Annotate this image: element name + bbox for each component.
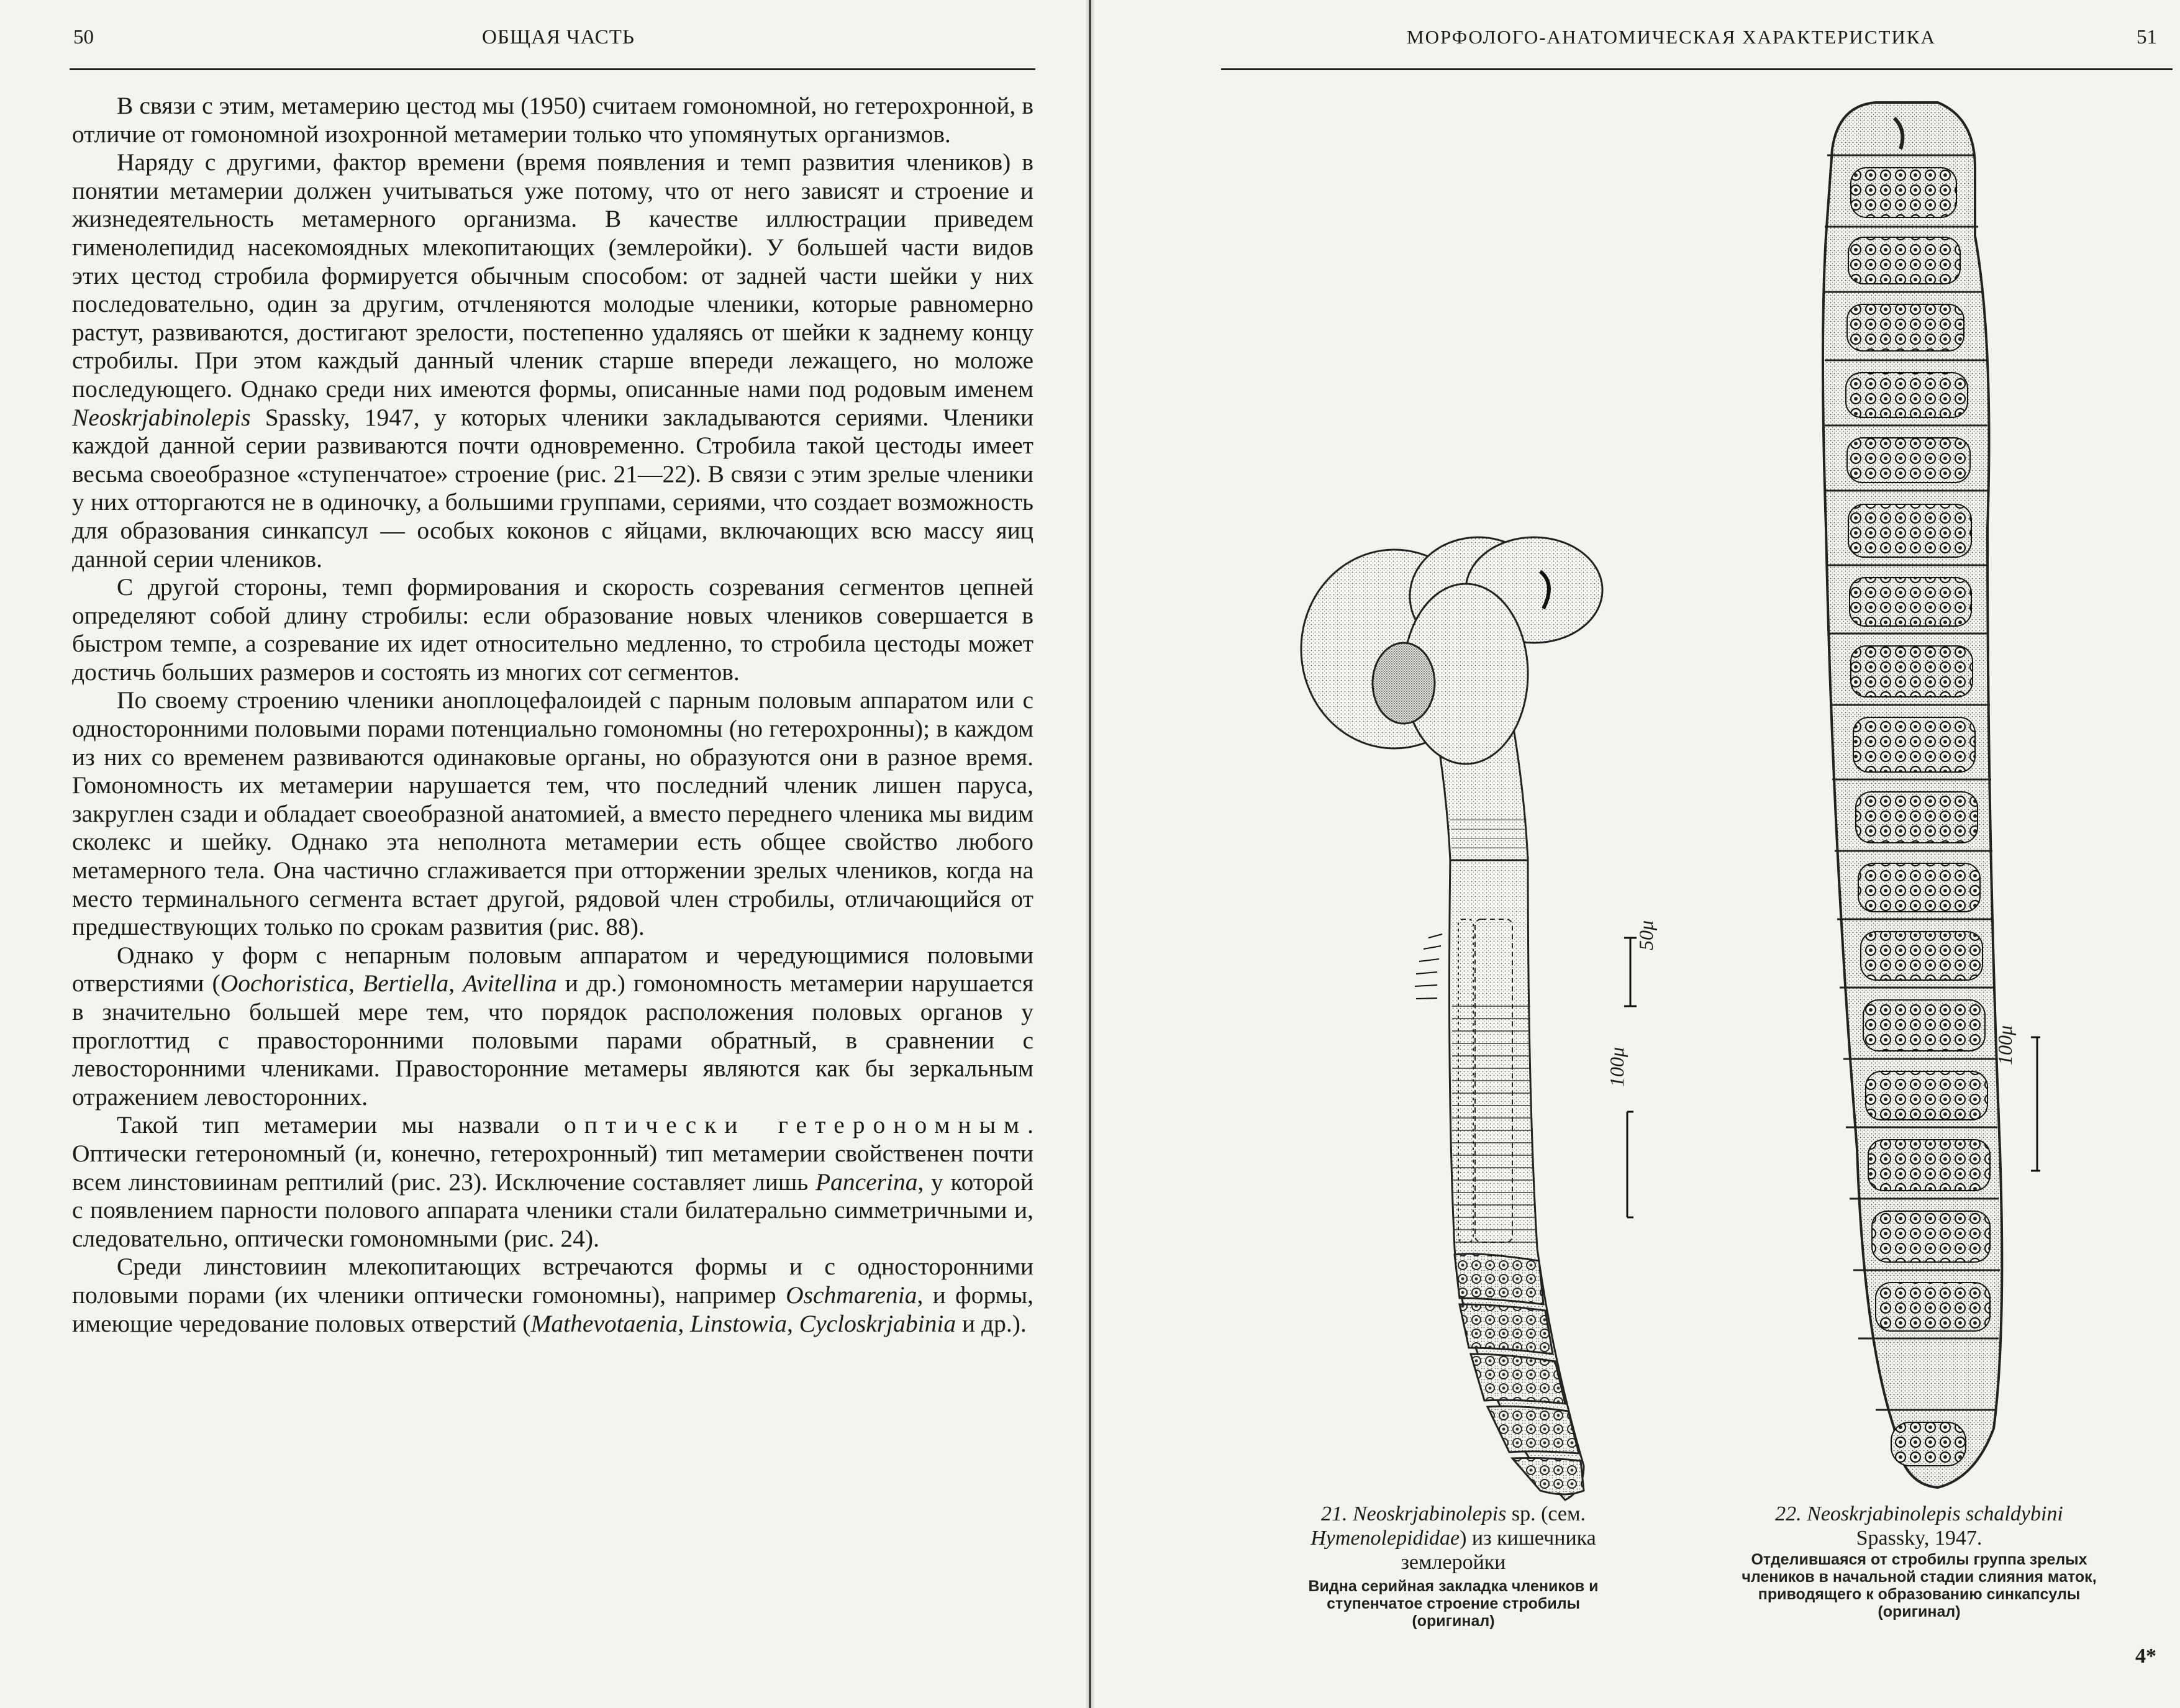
left-page-number: 50	[73, 26, 94, 48]
paragraph-1-text: В связи с этим, метамерию цестод мы (1950) считаем гомономной, но гетерохронной, в отличие от гомономной изохронной метамерии только что упомянутых организмов.	[72, 92, 1033, 148]
punctuation: ,	[448, 970, 463, 997]
paragraph-2	[72, 148, 1033, 573]
right-page-number: 51	[2137, 26, 2157, 48]
right-running-head: МОРФОЛОГО-АНАТОМИЧЕСКАЯ ХАРАКТЕРИСТИКА	[1407, 26, 1936, 48]
figure-22-note: Отделившаяся от стробилы группа зрелых члеников в начальной стадии слияния маток, приводящего к образованию синкапсулы (оригинал)	[1742, 1551, 2097, 1620]
left-running-head: ОБЩАЯ ЧАСТЬ	[482, 26, 635, 48]
figure-21-note: Видна серийная закладка члеников и ступенчатое строение стробилы (оригинал)	[1308, 1578, 1599, 1630]
paragraph-7-text-a: Среди линстовиин млекопитающих встречаются формы и с односторонними половыми порами (их членики оптически гомономны), например	[72, 1253, 1033, 1309]
paragraph-4-text: По своему строению членики аноплоцефалоидей с парным половым аппаратом или с односторонними половыми порами потенциально гомономны (но гетерохронны); в каждом из них со временем развиваются одинаковые органы, но образуются они в разное время. Гомономность их метамерии нарушается тем, что последний членик лишен паруса, закруглен сзади и обладает своеобразной анатомией, а вместо переднего членика мы видим сколекс и шейку. Однако эта неполнота метамерии есть общее свойство любого метамерного тела. Она частично сглаживается при отторжении зрелых члеников, когда на место терминального сегмента встает другой, рядовой член стробилы, отличающийся от предшествующих только по срокам развития (рис. 88).	[72, 686, 1033, 941]
figure-22-illustration	[1789, 93, 2112, 1503]
figure-number: 22.	[1775, 1502, 1802, 1525]
paragraph-4	[72, 686, 1033, 941]
paragraph-6-text-a: Такой тип метамерии мы назвали	[117, 1111, 564, 1139]
family-name: Hymenolepididae	[1310, 1527, 1460, 1550]
genus-name: Oochoristica	[220, 970, 348, 997]
figure-22-caption	[1720, 1502, 2118, 1550]
genus-name: Linstowia	[690, 1309, 787, 1337]
paragraph-2-text-a: Наряду с другими, фактор времени (время появления и темп развития члеников) в понятии метамерии должен учитываться уже потому, что от него зависят и строение и жизнедеятельность метамерного организма. В качестве иллюстрации приведем гименолепидид насекомоядных млекопитающих (землеройки). У большей части видов этих цестод стробила формируется обычным способом: от задней части шейки у них последовательно, один за другим, отчленяются молодые членики, которые равномерно растут, развиваются, достигают зрелости, постепенно удаляясь от шейки к заднему концу стробилы. При этом каждый данный членик старше впереди лежащего, но моложе последующего. Однако среди них имеются формы, описанные нами под родовым именем	[72, 148, 1033, 402]
caption-author: Spassky, 1947.	[1856, 1527, 1982, 1550]
figure-21-scale-label-50: 50μ	[1635, 920, 1657, 950]
punctuation: ,	[786, 1309, 799, 1337]
genus-name: Neoskrjabinolepis	[72, 403, 251, 431]
punctuation: ,	[348, 970, 363, 997]
paragraph-6-text-b: . Оптически гетерономный (и, конечно, гетерохронный) тип метамерии свойственен почти всем линстовиинам рептилий (рис. 23). Исключение составляет лишь	[72, 1111, 1033, 1196]
genus-name: Oschmarenia	[786, 1281, 917, 1309]
caption-text: ) из кишечника землеройки	[1401, 1527, 1596, 1574]
paragraph-6-text-c: , у которой с появлением парности полового аппарата членики стали билатерально симметричными и, следовательно, оптически гомономными (рис. 24).	[72, 1168, 1034, 1252]
spaced-term: оптически гетерономным	[563, 1111, 1028, 1139]
paragraph-7-text-b: , и формы, имеющие чередование половых отверстий (	[72, 1281, 1034, 1337]
paragraph-6	[72, 1111, 1033, 1253]
paragraph-7-text-c: и др.).	[956, 1309, 1027, 1337]
figure-21-illustration	[1292, 534, 1739, 1503]
genus-name: Cycloskrjabinia	[799, 1309, 956, 1337]
figure-21-scale-label-100: 100μ	[1605, 1047, 1628, 1087]
paragraph-3-text: С другой стороны, темп формирования и скорость созревания сегментов цепней определяют собой длину стробилы: если образование новых члеников совершается в быстром темпе, а созревание их идет относительно медленно, то стробила цестоды может достичь больших размеров и состоять из многих сот сегментов.	[72, 573, 1033, 686]
figure-21-caption	[1304, 1502, 1602, 1574]
left-page	[0, 0, 1087, 1708]
paragraph-5	[72, 942, 1033, 1112]
header-rule	[70, 68, 1035, 70]
body-text	[72, 92, 1033, 1338]
figure-22-scale-label: 100μ	[1994, 1025, 2016, 1065]
signature-mark: 4*	[2135, 1645, 2156, 1668]
caption-text: sp. (сем.	[1506, 1502, 1586, 1525]
book-gutter	[1086, 0, 1094, 1708]
punctuation: ,	[678, 1309, 691, 1337]
genus-name: Avitellina	[463, 970, 557, 997]
figure-number: 21.	[1320, 1502, 1348, 1525]
paragraph-1	[72, 92, 1033, 148]
header-rule	[1221, 68, 2173, 70]
genus-name: Neoskrjabinolepis	[1352, 1502, 1507, 1525]
genus-name: Bertiella	[363, 970, 449, 997]
genus-name: Pancerina	[815, 1168, 918, 1196]
paragraph-2-text-b: Spassky, 1947, у которых членики закладываются сериями. Членики каждой данной серии развиваются почти одновременно. Стробила такой цестоды имеет весьма своеобразное «ступенчатое» строение (рис. 21—22). В связи с этим зрелые членики у них отторгаются не в одиночку, а большими группами, сериями, что создает возможность для образования синкапсул — особых коконов с яйцами, включающих всю массу яиц данной серии члеников.	[72, 403, 1033, 573]
paragraph-7	[72, 1253, 1033, 1338]
paragraph-5-text-b: и др.) гомономность метамерии нарушается в значительно большей мере тем, что порядок расположения половых органов у проглоттид с правосторонними половыми парами обратный, в сравнении с левосторонними члениками. Правосторонние метамеры являются как бы зеркальным отражением левосторонних.	[72, 970, 1034, 1111]
paragraph-5-text-a: Однако у форм с непарным половым аппаратом и чередующимися половыми отверстиями (	[72, 941, 1033, 997]
species-name: Neoskrjabinolepis schaldybini	[1807, 1502, 2063, 1525]
paragraph-3	[72, 573, 1033, 686]
genus-name: Mathevotaenia	[530, 1309, 678, 1337]
